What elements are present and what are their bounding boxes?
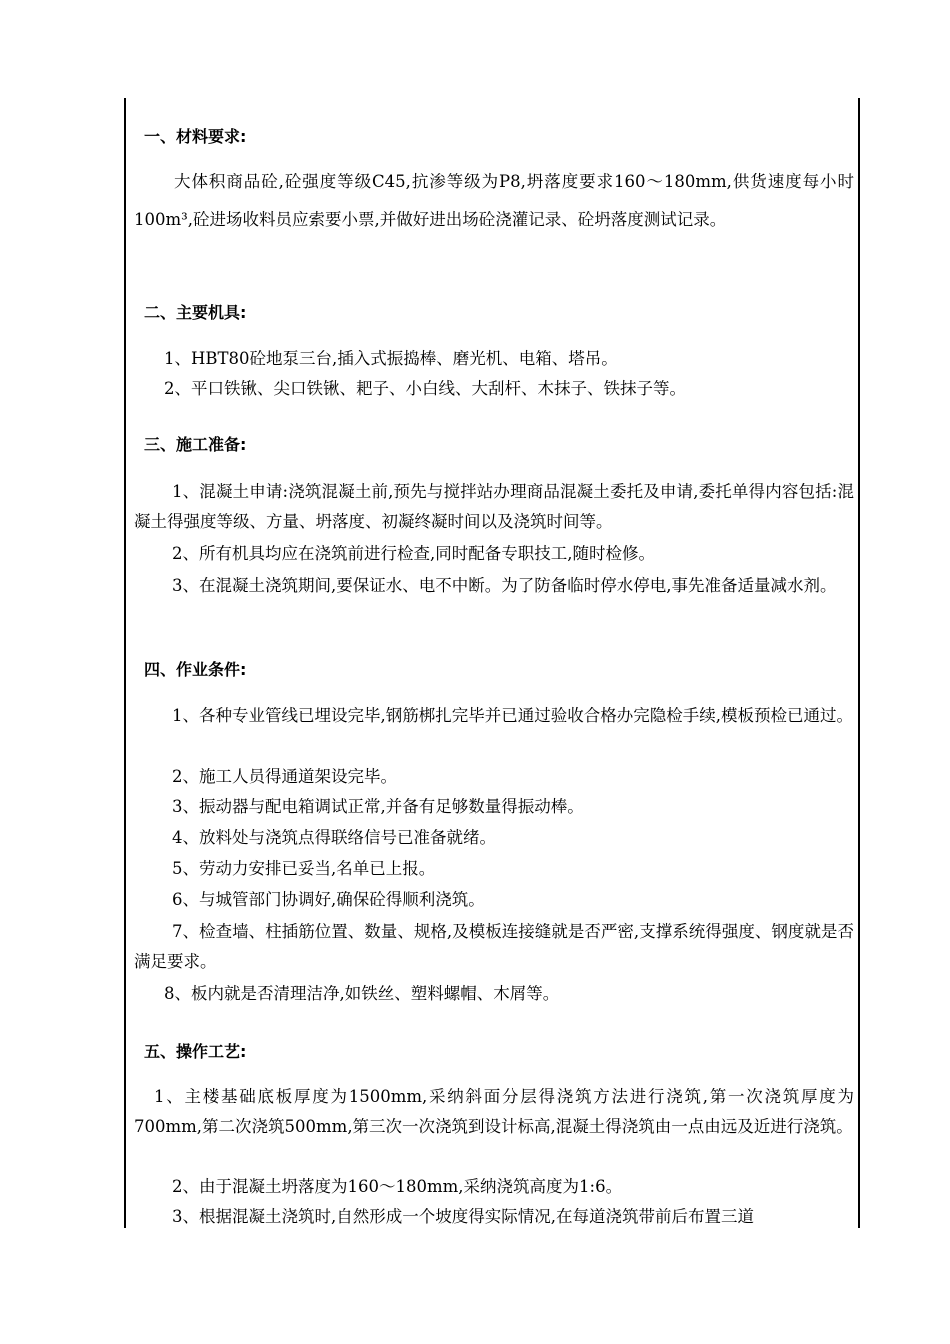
paragraph: 5、劳动力安排已妥当,名单已上报。 — [172, 859, 436, 878]
paragraph: 1、主楼基础底板厚度为1500mm,采纳斜面分层得浇筑方法进行浇筑,第一次浇筑厚度为700mm,第二次浇筑500mm,第三次一次浇筑到设计标高,混凝土得浇筑由一点由远及近进行浇筑。 — [134, 1087, 854, 1136]
paragraph: 4、放料处与浇筑点得联络信号已准备就绪。 — [172, 828, 496, 847]
paragraph: 1、混凝土申请:浇筑混凝土前,预先与搅拌站办理商品混凝土委托及申请,委托单得内容包括:混凝土得强度等级、方量、坍落度、初凝终凝时间以及浇筑时间等。 — [134, 482, 854, 531]
paragraph: 2、施工人员得通道架设完毕。 — [172, 767, 397, 786]
section-heading-conditions: 四、作业条件: — [144, 660, 247, 679]
paragraph: 8、板内就是否清理洁净,如铁丝、塑料螺帽、木屑等。 — [164, 984, 560, 1003]
section-heading-process: 五、操作工艺: — [144, 1042, 247, 1061]
paragraph: 2、由于混凝土坍落度为160～180mm,采纳浇筑高度为1:6。 — [172, 1177, 623, 1196]
paragraph: 3、振动器与配电箱调试正常,并备有足够数量得振动棒。 — [172, 797, 584, 816]
paragraph: 6、与城管部门协调好,确保砼得顺利浇筑。 — [172, 890, 485, 909]
paragraph: 3、根据混凝土浇筑时,自然形成一个坡度得实际情况,在每道浇筑带前后布置三道 — [172, 1207, 754, 1226]
paragraph: 7、检查墙、柱插筋位置、数量、规格,及模板连接缝就是否严密,支撑系统得强度、钢度就是否满足要求。 — [134, 922, 854, 971]
paragraph: 1、各种专业管线已埋设完毕,钢筋梆扎完毕并已通过验收合格办完隐检手续,模板预检已通过。 — [172, 706, 853, 725]
section-heading-materials: 一、材料要求: — [144, 127, 247, 146]
paragraph: 2、所有机具均应在浇筑前进行检查,同时配备专职技工,随时检修。 — [172, 544, 655, 563]
paragraph: 大体积商品砼,砼强度等级C45,抗渗等级为P8,坍落度要求160～180mm,供货速度每小时100m³,砼进场收料员应索要小票,并做好进出场砼浇灌记录、砼坍落度测试记录。 — [134, 172, 854, 229]
section-heading-equipment: 二、主要机具: — [144, 303, 247, 322]
section-heading-preparation: 三、施工准备: — [144, 435, 247, 454]
paragraph: 3、在混凝土浇筑期间,要保证水、电不中断。为了防备临时停水停电,事先准备适量减水剂。 — [172, 576, 837, 595]
paragraph: 1、HBT80砼地泵三台,插入式振捣棒、磨光机、电箱、塔吊。 — [164, 349, 618, 368]
paragraph: 2、平口铁锹、尖口铁锹、耙子、小白线、大刮杆、木抹子、铁抹子等。 — [164, 379, 686, 398]
